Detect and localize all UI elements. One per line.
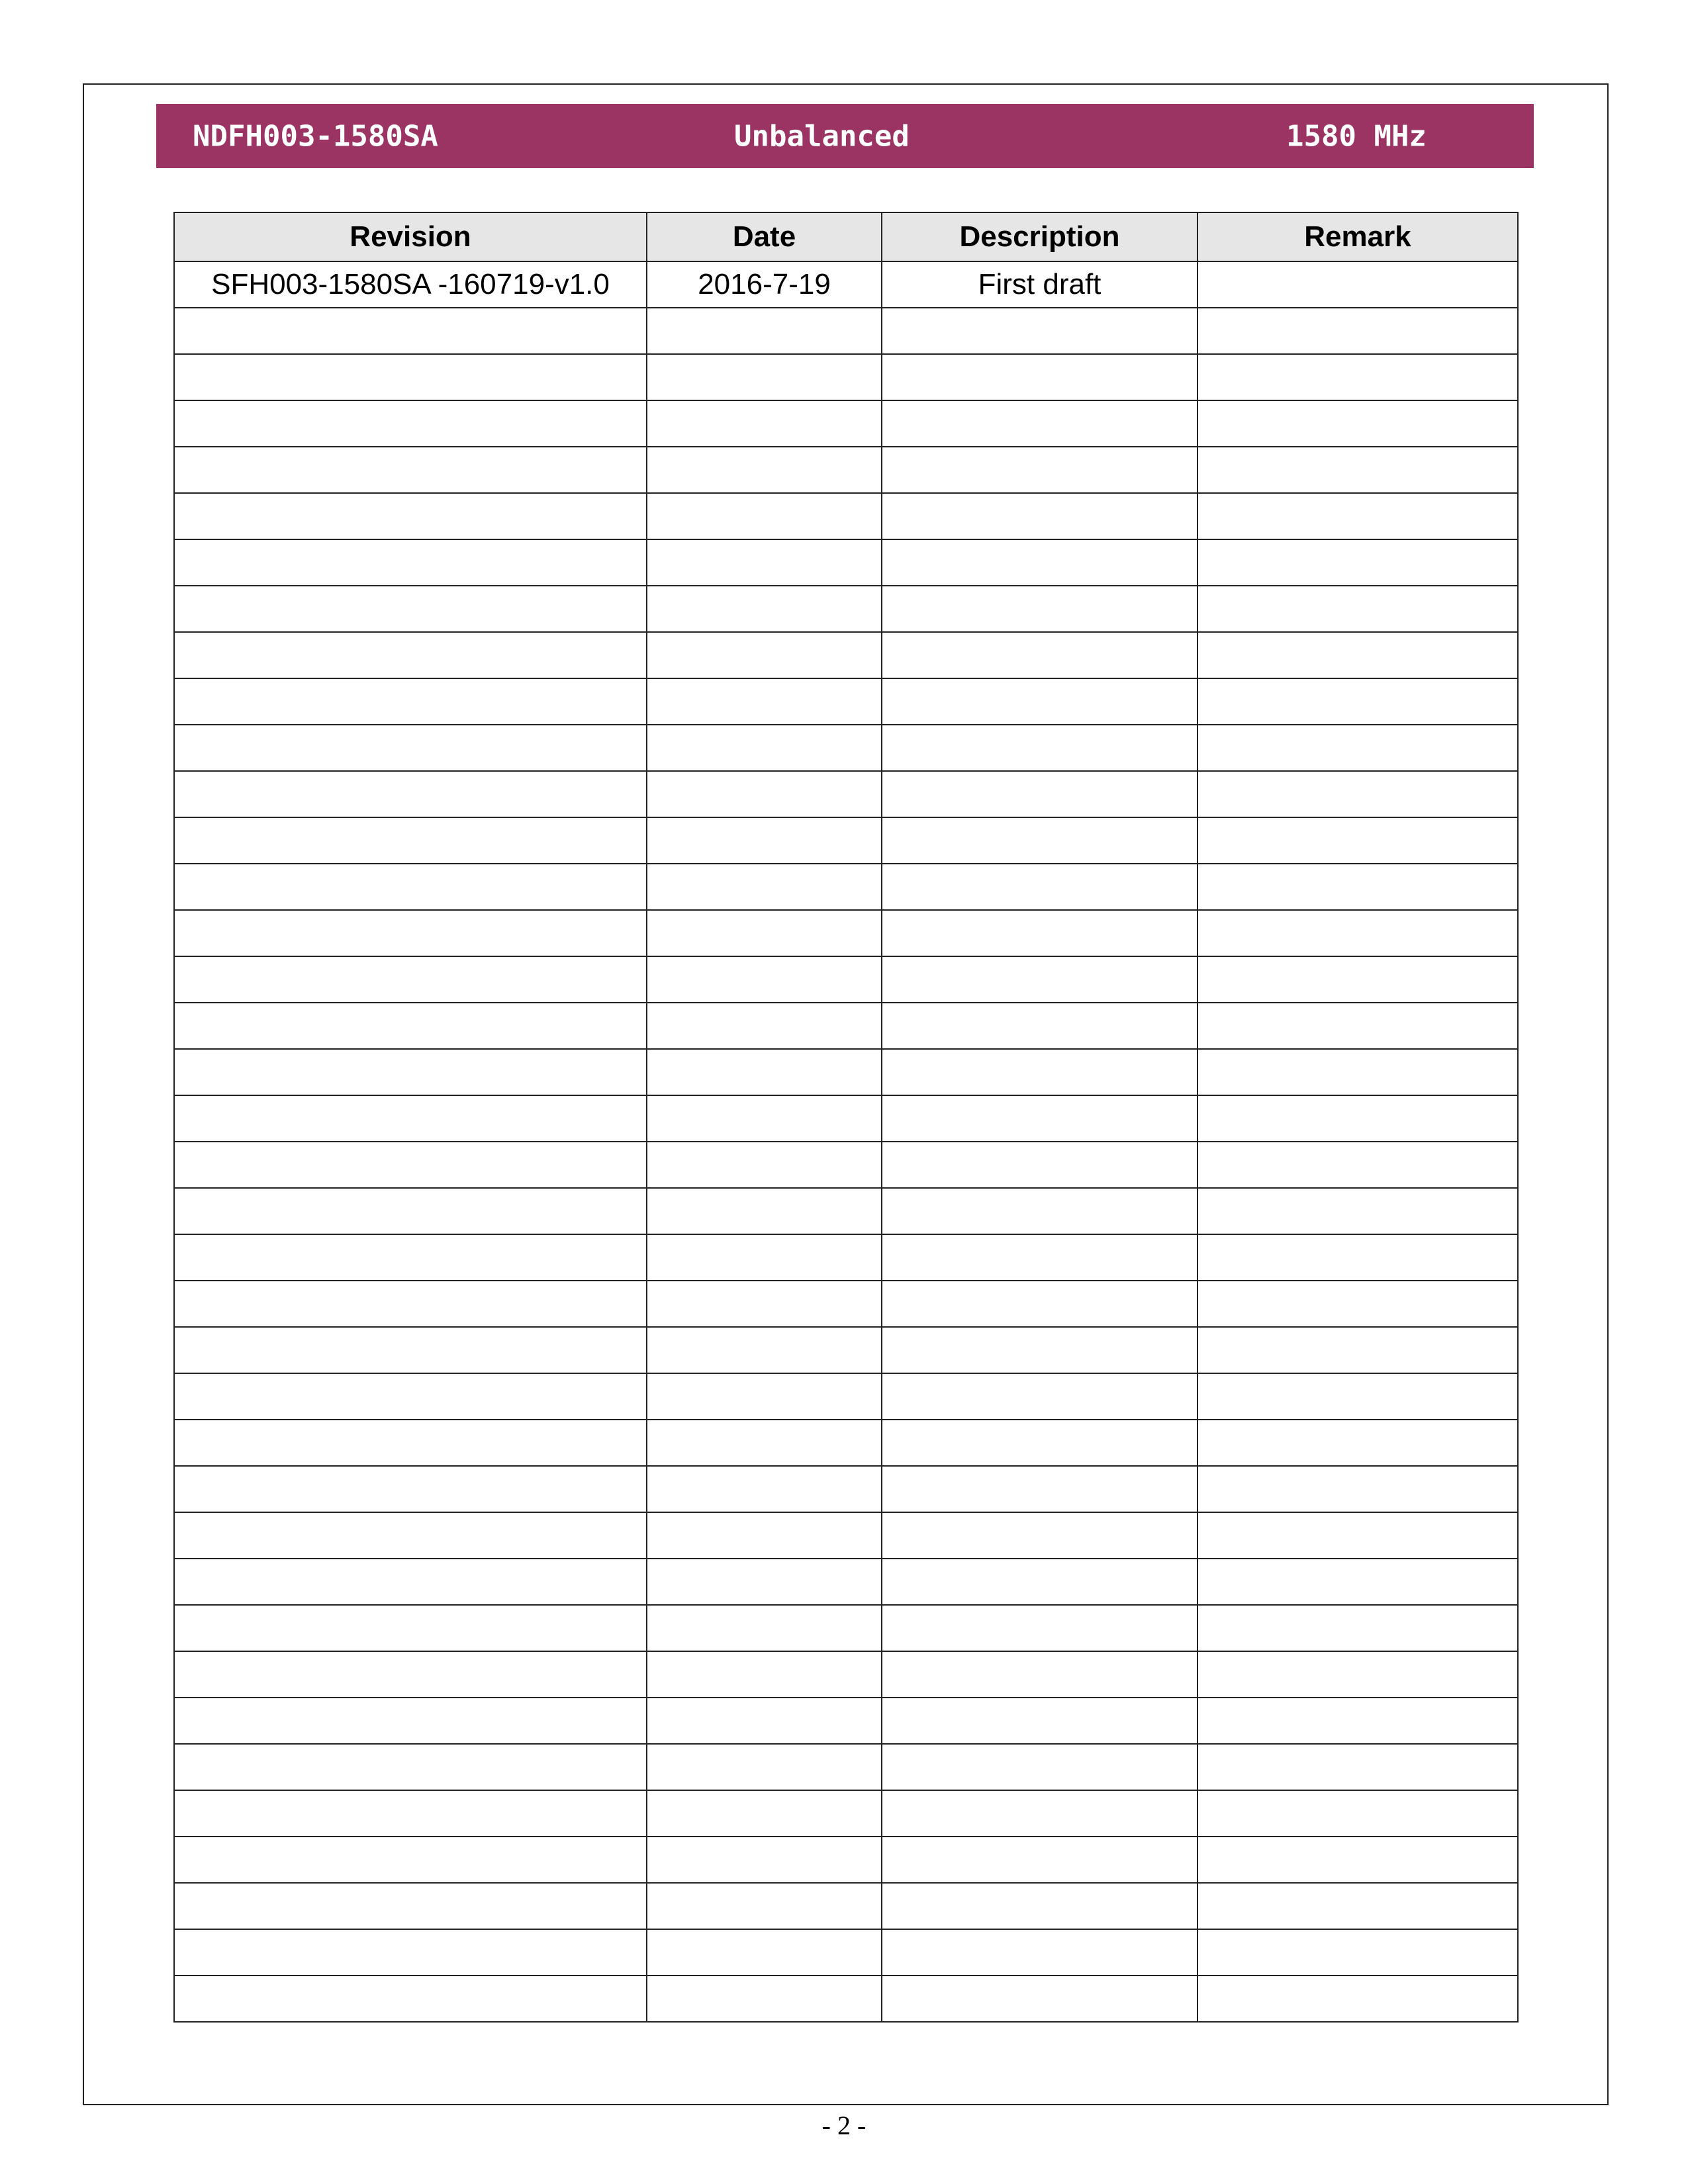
- remark-cell: [1197, 1883, 1518, 1929]
- table-header-row: [174, 212, 1518, 261]
- revision-cell: [174, 1327, 647, 1373]
- description-cell: [882, 1373, 1197, 1420]
- column-header-description: Description: [882, 212, 1197, 261]
- remark-cell: [1197, 771, 1518, 817]
- revision-cell: [174, 1420, 647, 1466]
- table-row: [174, 354, 1518, 400]
- date-cell: [647, 539, 882, 586]
- date-cell: [647, 1651, 882, 1698]
- revision-cell: [174, 725, 647, 771]
- remark-cell: [1197, 1003, 1518, 1049]
- date-cell: [647, 1744, 882, 1790]
- remark-cell: [1197, 447, 1518, 493]
- remark-cell: [1197, 261, 1518, 308]
- table-row: [174, 1003, 1518, 1049]
- description-cell: [882, 308, 1197, 354]
- remark-cell: [1197, 1605, 1518, 1651]
- table-row: [174, 910, 1518, 956]
- description-cell: [882, 1049, 1197, 1095]
- table-row: [174, 1142, 1518, 1188]
- date-cell: [647, 447, 882, 493]
- description-cell: [882, 632, 1197, 678]
- date-cell: [647, 1466, 882, 1512]
- date-cell: [647, 1698, 882, 1744]
- revision-cell: [174, 1651, 647, 1698]
- table-row: [174, 771, 1518, 817]
- date-cell: 2016-7-19: [647, 261, 882, 308]
- remark-cell: [1197, 1744, 1518, 1790]
- description-cell: [882, 400, 1197, 447]
- revision-history-table: [173, 212, 1519, 2023]
- description-cell: [882, 447, 1197, 493]
- description-cell: [882, 1327, 1197, 1373]
- description-cell: [882, 678, 1197, 725]
- description-cell: [882, 725, 1197, 771]
- date-cell: [647, 956, 882, 1003]
- remark-cell: [1197, 1142, 1518, 1188]
- description-cell: [882, 1883, 1197, 1929]
- remark-cell: [1197, 1559, 1518, 1605]
- table-row: [174, 1373, 1518, 1420]
- table-row: [174, 539, 1518, 586]
- remark-cell: [1197, 1281, 1518, 1327]
- remark-cell: [1197, 1095, 1518, 1142]
- description-cell: [882, 1420, 1197, 1466]
- table-row: [174, 308, 1518, 354]
- table-row: [174, 1651, 1518, 1698]
- remark-cell: [1197, 910, 1518, 956]
- date-cell: [647, 1883, 882, 1929]
- description-cell: [882, 1559, 1197, 1605]
- description-cell: [882, 586, 1197, 632]
- date-cell: [647, 354, 882, 400]
- table-row: [174, 956, 1518, 1003]
- description-cell: [882, 1651, 1197, 1698]
- header-frequency: 1580 MHz: [1286, 119, 1427, 153]
- column-header-revision: Revision: [174, 212, 647, 261]
- table-row: [174, 400, 1518, 447]
- revision-cell: [174, 1234, 647, 1281]
- table-row: [174, 817, 1518, 864]
- revision-cell: [174, 1698, 647, 1744]
- revision-cell: [174, 1281, 647, 1327]
- description-cell: [882, 1744, 1197, 1790]
- revision-cell: [174, 447, 647, 493]
- revision-cell: [174, 1976, 647, 2022]
- remark-cell: [1197, 308, 1518, 354]
- date-cell: [647, 1559, 882, 1605]
- remark-cell: [1197, 1049, 1518, 1095]
- table-row: [174, 1512, 1518, 1559]
- description-cell: [882, 1095, 1197, 1142]
- remark-cell: [1197, 678, 1518, 725]
- remark-cell: [1197, 1512, 1518, 1559]
- revision-cell: [174, 1003, 647, 1049]
- table-row: [174, 1790, 1518, 1837]
- table-row: [174, 1095, 1518, 1142]
- description-cell: [882, 1466, 1197, 1512]
- table-row: [174, 1837, 1518, 1883]
- table-row: [174, 725, 1518, 771]
- date-cell: [647, 1003, 882, 1049]
- date-cell: [647, 1790, 882, 1837]
- remark-cell: [1197, 1837, 1518, 1883]
- date-cell: [647, 1327, 882, 1373]
- revision-cell: [174, 1744, 647, 1790]
- description-cell: [882, 1976, 1197, 2022]
- table-row: [174, 586, 1518, 632]
- header-balance-type: Unbalanced: [734, 119, 910, 153]
- date-cell: [647, 1234, 882, 1281]
- table-row: [174, 1605, 1518, 1651]
- remark-cell: [1197, 1373, 1518, 1420]
- remark-cell: [1197, 1929, 1518, 1976]
- table-row: [174, 1559, 1518, 1605]
- remark-cell: [1197, 493, 1518, 539]
- revision-cell: [174, 493, 647, 539]
- description-cell: [882, 864, 1197, 910]
- remark-cell: [1197, 539, 1518, 586]
- table-row: [174, 1327, 1518, 1373]
- remark-cell: [1197, 1327, 1518, 1373]
- date-cell: [647, 864, 882, 910]
- table-row: [174, 493, 1518, 539]
- table-row: [174, 261, 1518, 308]
- revision-cell: [174, 1466, 647, 1512]
- table-row: [174, 632, 1518, 678]
- date-cell: [647, 632, 882, 678]
- description-cell: [882, 1234, 1197, 1281]
- date-cell: [647, 1049, 882, 1095]
- revision-cell: [174, 678, 647, 725]
- revision-cell: SFH003-1580SA -160719-v1.0: [174, 261, 647, 308]
- description-cell: [882, 493, 1197, 539]
- table-row: [174, 1929, 1518, 1976]
- description-cell: [882, 1281, 1197, 1327]
- remark-cell: [1197, 1698, 1518, 1744]
- revision-cell: [174, 1095, 647, 1142]
- remark-cell: [1197, 1420, 1518, 1466]
- revision-cell: [174, 1883, 647, 1929]
- table-row: [174, 447, 1518, 493]
- description-cell: [882, 1605, 1197, 1651]
- date-cell: [647, 1837, 882, 1883]
- date-cell: [647, 1095, 882, 1142]
- remark-cell: [1197, 632, 1518, 678]
- date-cell: [647, 1281, 882, 1327]
- remark-cell: [1197, 1234, 1518, 1281]
- table-row: [174, 1976, 1518, 2022]
- table-row: [174, 864, 1518, 910]
- description-cell: [882, 1142, 1197, 1188]
- date-cell: [647, 1512, 882, 1559]
- revision-cell: [174, 539, 647, 586]
- description-cell: [882, 1929, 1197, 1976]
- date-cell: [647, 678, 882, 725]
- revision-cell: [174, 586, 647, 632]
- description-cell: [882, 1698, 1197, 1744]
- revision-cell: [174, 1605, 647, 1651]
- remark-cell: [1197, 817, 1518, 864]
- description-cell: First draft: [882, 261, 1197, 308]
- description-cell: [882, 354, 1197, 400]
- remark-cell: [1197, 1188, 1518, 1234]
- remark-cell: [1197, 1976, 1518, 2022]
- description-cell: [882, 1188, 1197, 1234]
- revision-cell: [174, 1142, 647, 1188]
- revision-cell: [174, 632, 647, 678]
- date-cell: [647, 771, 882, 817]
- revision-cell: [174, 308, 647, 354]
- table-row: [174, 1744, 1518, 1790]
- date-cell: [647, 1142, 882, 1188]
- remark-cell: [1197, 1466, 1518, 1512]
- revision-cell: [174, 771, 647, 817]
- date-cell: [647, 1188, 882, 1234]
- revision-cell: [174, 1559, 647, 1605]
- revision-cell: [174, 910, 647, 956]
- revision-cell: [174, 1373, 647, 1420]
- header-model-number: NDFH003-1580SA: [193, 119, 438, 153]
- date-cell: [647, 817, 882, 864]
- date-cell: [647, 910, 882, 956]
- description-cell: [882, 1837, 1197, 1883]
- table-row: [174, 1466, 1518, 1512]
- revision-cell: [174, 354, 647, 400]
- table-row: [174, 678, 1518, 725]
- revision-cell: [174, 1512, 647, 1559]
- revision-cell: [174, 1188, 647, 1234]
- date-cell: [647, 1373, 882, 1420]
- column-header-date: Date: [647, 212, 882, 261]
- date-cell: [647, 1929, 882, 1976]
- remark-cell: [1197, 354, 1518, 400]
- date-cell: [647, 1420, 882, 1466]
- description-cell: [882, 1512, 1197, 1559]
- page-number: - 2 -: [821, 2111, 867, 2140]
- remark-cell: [1197, 725, 1518, 771]
- revision-cell: [174, 956, 647, 1003]
- description-cell: [882, 771, 1197, 817]
- remark-cell: [1197, 1790, 1518, 1837]
- date-cell: [647, 1605, 882, 1651]
- revision-cell: [174, 864, 647, 910]
- description-cell: [882, 1790, 1197, 1837]
- date-cell: [647, 725, 882, 771]
- table-row: [174, 1188, 1518, 1234]
- column-header-remark: Remark: [1197, 212, 1518, 261]
- table-row: [174, 1698, 1518, 1744]
- description-cell: [882, 1003, 1197, 1049]
- table-row: [174, 1281, 1518, 1327]
- table-row: [174, 1049, 1518, 1095]
- revision-cell: [174, 1837, 647, 1883]
- date-cell: [647, 586, 882, 632]
- date-cell: [647, 400, 882, 447]
- remark-cell: [1197, 864, 1518, 910]
- table-row: [174, 1420, 1518, 1466]
- revision-cell: [174, 1790, 647, 1837]
- description-cell: [882, 910, 1197, 956]
- description-cell: [882, 956, 1197, 1003]
- date-cell: [647, 308, 882, 354]
- date-cell: [647, 493, 882, 539]
- date-cell: [647, 1976, 882, 2022]
- table-row: [174, 1234, 1518, 1281]
- description-cell: [882, 817, 1197, 864]
- revision-cell: [174, 400, 647, 447]
- revision-cell: [174, 817, 647, 864]
- document-header-bar: [156, 104, 1534, 168]
- revision-cell: [174, 1049, 647, 1095]
- table-row: [174, 1883, 1518, 1929]
- remark-cell: [1197, 956, 1518, 1003]
- remark-cell: [1197, 1651, 1518, 1698]
- revision-cell: [174, 1929, 647, 1976]
- remark-cell: [1197, 586, 1518, 632]
- description-cell: [882, 539, 1197, 586]
- remark-cell: [1197, 400, 1518, 447]
